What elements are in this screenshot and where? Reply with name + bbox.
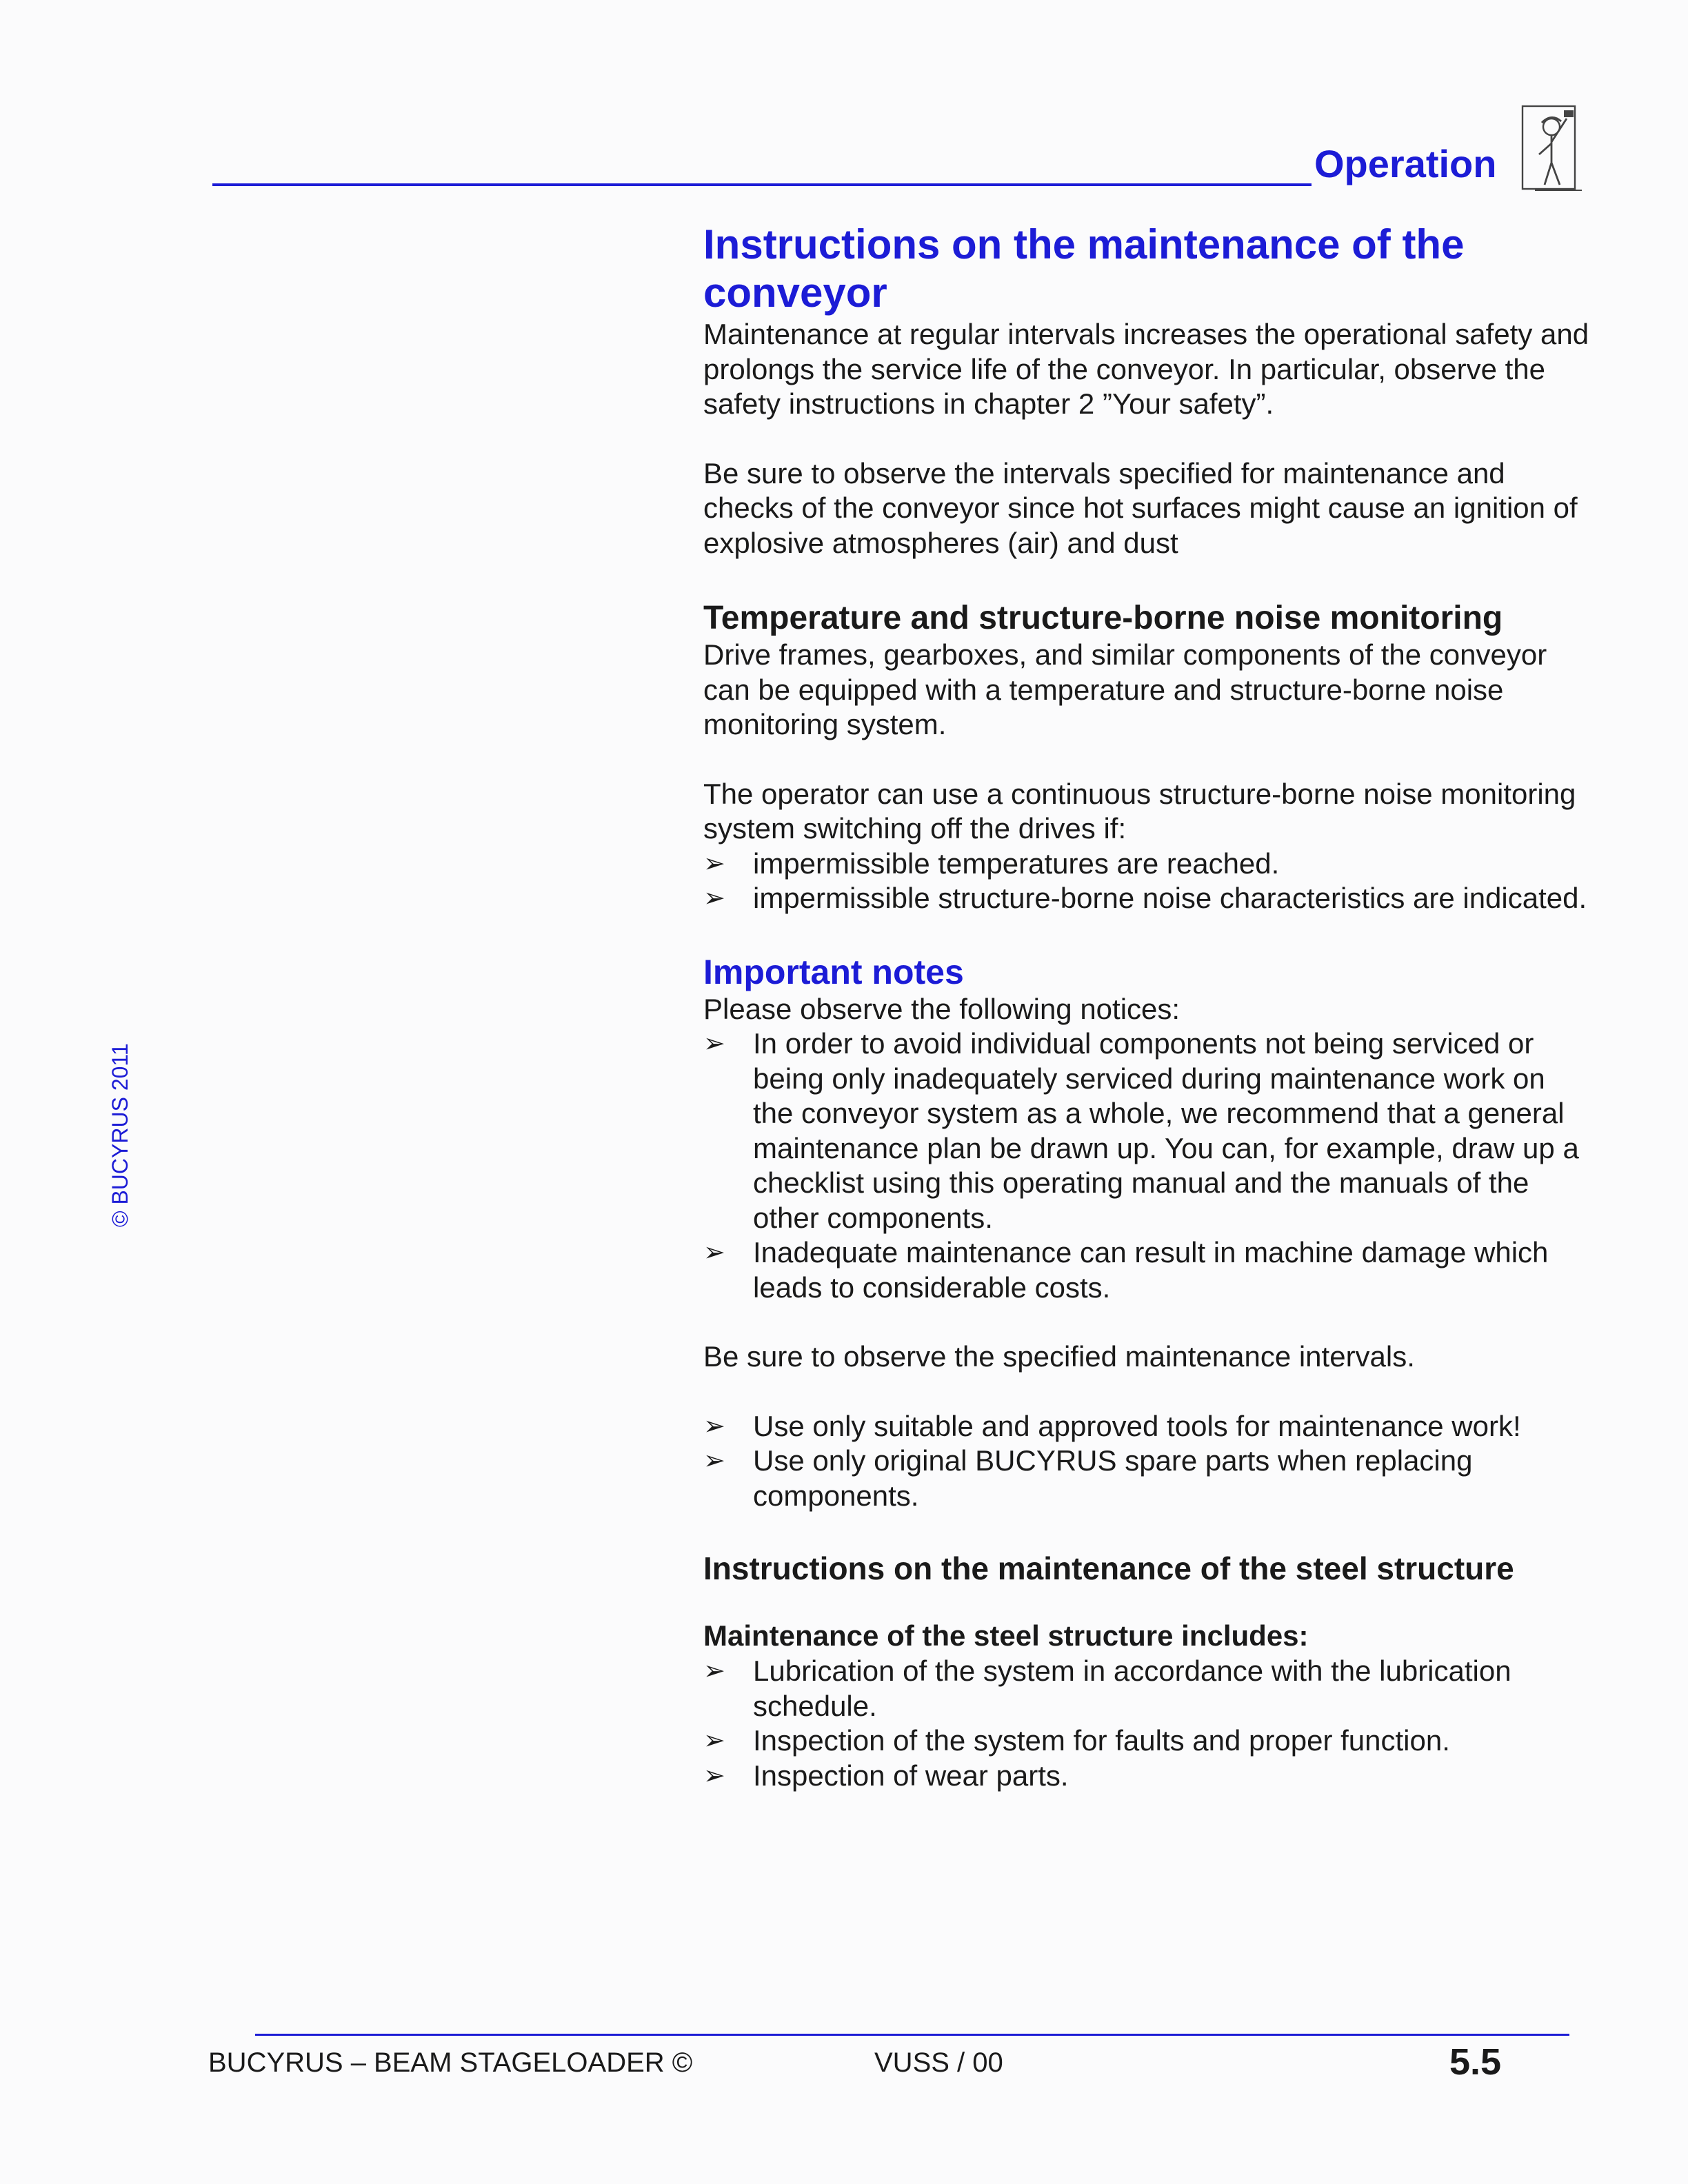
section-title: Operation [1314,142,1497,185]
temperature-monitoring-paragraph: Drive frames, gearboxes, and similar components of the conveyor can be equipped with a temperature and structure-borne noise monitoring system. [703,638,1547,740]
notes-intro: Please observe the following notices: [703,992,1180,1025]
arrow-bullet-icon: ➢ [703,884,725,913]
list-item: ➢ Use only suitable and approved tools for maintenance work! [703,1409,1593,1444]
steel-structure-heading: Instructions on the maintenance of the steel structure [703,1550,1514,1586]
copyright-vertical: © BUCYRUS 2011 [108,1043,132,1227]
list-item: ➢ Inspection of wear parts. [703,1759,1593,1794]
arrow-bullet-icon: ➢ [703,849,725,878]
footer-document-code: VUSS / 00 [874,2048,1003,2078]
important-notes-heading: Important notes [703,952,964,991]
footer-rule [255,2034,1569,2036]
list-item: ➢ Use only original BUCYRUS spare parts when replacing components. [703,1444,1473,1512]
tools-bullet-list [703,1409,1593,1514]
list-item: ➢ impermissible temperatures are reached. [703,847,1593,882]
intro-paragraph-2: Be sure to observe the intervals specified for maintenance and checks of the conveyor since hot surfaces might cause an ignition of explosive atmospheres (air) and dust [703,456,1578,559]
list-item: ➢ impermissible structure-borne noise characteristics are indicated. [703,881,1593,916]
arrow-bullet-icon: ➢ [703,1446,725,1475]
page-number: 5.5 [1449,2041,1502,2083]
intervals-paragraph: Be sure to observe the specified maintenance intervals. [703,1340,1415,1373]
operator-icon [1521,105,1587,197]
footer-product: BUCYRUS – BEAM STAGELOADER © [208,2048,693,2078]
notes-bullet-list [703,1027,1593,1305]
arrow-bullet-icon: ➢ [703,1761,725,1790]
list-item: ➢ Inspection of the system for faults and proper function. [703,1723,1593,1759]
list-item: ➢ Inadequate maintenance can result in machine damage which leads to considerable costs. [703,1236,1549,1304]
arrow-bullet-icon: ➢ [703,1029,725,1058]
list-item: ➢ Lubrication of the system in accordance with the lubrication schedule. [703,1655,1511,1722]
operator-paragraph: The operator can use a continuous structure-borne noise monitoring system switching off the drives if: [703,777,1576,845]
page-title: Instructions on the maintenance of the conveyor [703,221,1465,316]
intro-paragraph-1: Maintenance at regular intervals increases the operational safety and prolongs the service life of the conveyor. In particular, observe the safety instructions in chapter 2 ”Your safety”. [703,318,1589,420]
arrow-bullet-icon: ➢ [703,1657,725,1686]
arrow-bullet-icon: ➢ [703,1411,725,1441]
steel-bullet-list [703,1654,1593,1793]
list-item: ➢ In order to avoid individual components not being serviced or being only inadequately serviced during maintenance work on the conveyor system as a whole, we recommend that a general maintenance plan be drawn up. You can, for example, draw up a checklist using this operating manual and the manuals of the other components. [703,1027,1579,1234]
operator-bullet-list [703,847,1593,916]
arrow-bullet-icon: ➢ [703,1238,725,1267]
temperature-monitoring-heading: Temperature and structure-borne noise monitoring [703,600,1503,636]
steel-structure-subheading: Maintenance of the steel structure includes: [703,1619,1309,1652]
arrow-bullet-icon: ➢ [703,1726,725,1755]
document-body [703,221,1593,1793]
header-rule [212,183,1312,186]
